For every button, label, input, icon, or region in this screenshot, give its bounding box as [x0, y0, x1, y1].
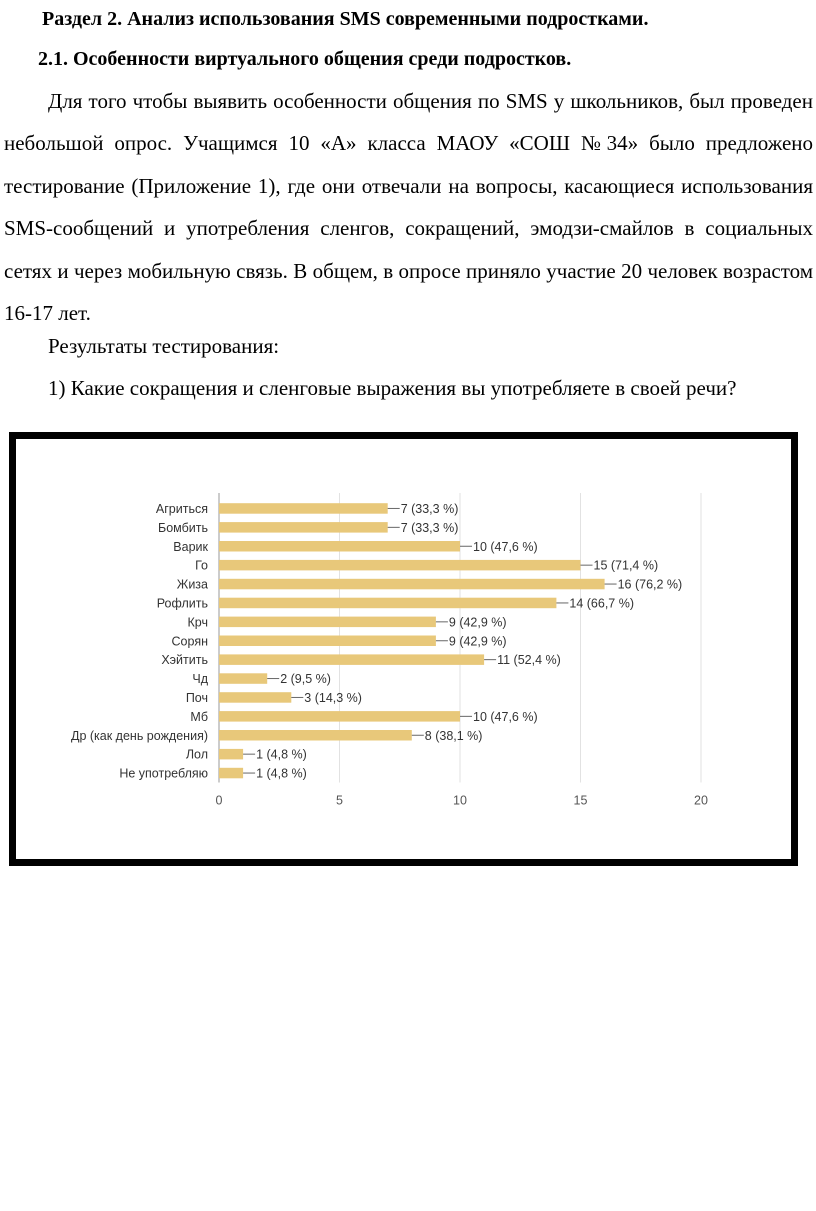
- data-label: 15 (71,4 %): [593, 558, 659, 573]
- bar: [219, 617, 436, 628]
- intro-paragraph: [4, 80, 813, 334]
- category-label: Не употребляю: [119, 766, 208, 781]
- category-label: Лол: [185, 747, 208, 762]
- category-label: Рофлить: [156, 596, 208, 611]
- results-paragraph: [4, 325, 813, 367]
- category-label: Сорян: [171, 634, 208, 649]
- data-label: 11 (52,4 %): [497, 653, 561, 668]
- category-label: Жиза: [176, 577, 208, 592]
- data-label: 16 (76,2 %): [617, 577, 683, 592]
- data-label: 2 (9,5 %): [280, 672, 331, 687]
- data-label: 10 (47,6 %): [473, 539, 538, 554]
- bar: [219, 730, 412, 741]
- subsection-heading: 2.1. Особенности виртуального общения среди подростков.: [38, 48, 572, 70]
- data-label: 3 (14,3 %): [304, 690, 362, 705]
- data-label: 9 (42,9 %): [448, 615, 507, 630]
- category-label: Агриться: [155, 501, 208, 516]
- bar: [219, 560, 581, 571]
- category-label: Крч: [187, 615, 208, 630]
- x-tick-label: 15: [573, 793, 588, 808]
- bar: [219, 654, 484, 665]
- bar: [219, 711, 460, 722]
- bar: [219, 541, 460, 552]
- data-label: 9 (42,9 %): [448, 634, 507, 649]
- data-label: 7 (33,3 %): [400, 520, 459, 535]
- bar: [219, 522, 388, 533]
- section-heading: Раздел 2. Анализ использования SMS современными подростками.: [42, 8, 649, 30]
- bar: [219, 636, 436, 647]
- category-label: Поч: [185, 690, 208, 705]
- x-tick-label: 20: [694, 793, 708, 808]
- question-paragraph: [4, 367, 813, 409]
- intro-text: Для того чтобы выявить особенности общения по SMS у школьников, был проведен небольшой опрос. Учащимся 10 «А» класса МАОУ «СОШ №34» было предложено тестирование (Приложение 1), где они отвечали на вопросы, касающиеся использования SMS-сообщений и употребления сленгов, сокращений, эмодзи-смайлов в социальных сетях и через мобильную связь. В общем, в опросе приняло участие 20 человек возрастом 16-17 лет.: [4, 89, 813, 326]
- data-label: 10 (47,6 %): [473, 709, 538, 724]
- category-label: Чд: [192, 672, 208, 687]
- data-label: 8 (38,1 %): [424, 728, 483, 743]
- data-label: 7 (33,3 %): [400, 501, 459, 516]
- data-label: 1 (4,8 %): [256, 766, 307, 781]
- data-label: 14 (66,7 %): [569, 596, 635, 611]
- bar: [219, 579, 605, 590]
- bar: [219, 598, 556, 609]
- bar: [219, 673, 267, 684]
- category-label: Бомбить: [158, 520, 208, 535]
- bar: [219, 749, 243, 760]
- category-label: Варик: [173, 539, 208, 554]
- category-label: Го: [195, 558, 208, 573]
- question-text: 1) Какие сокращения и сленговые выражения вы употребляете в своей речи?: [48, 376, 737, 400]
- category-label: Др (как день рождения): [70, 728, 208, 743]
- x-tick-label: 10: [453, 793, 467, 808]
- bar: [219, 692, 291, 703]
- bar-chart: [16, 439, 791, 859]
- data-label: 1 (4,8 %): [256, 747, 307, 762]
- x-tick-label: 0: [215, 793, 223, 808]
- category-label: Хэйтить: [161, 653, 208, 668]
- chart-frame: [9, 432, 798, 866]
- category-label: Мб: [190, 709, 208, 724]
- bar: [219, 503, 388, 514]
- results-text: Результаты тестирования:: [48, 334, 280, 358]
- x-tick-label: 5: [336, 793, 343, 808]
- bar: [219, 768, 243, 779]
